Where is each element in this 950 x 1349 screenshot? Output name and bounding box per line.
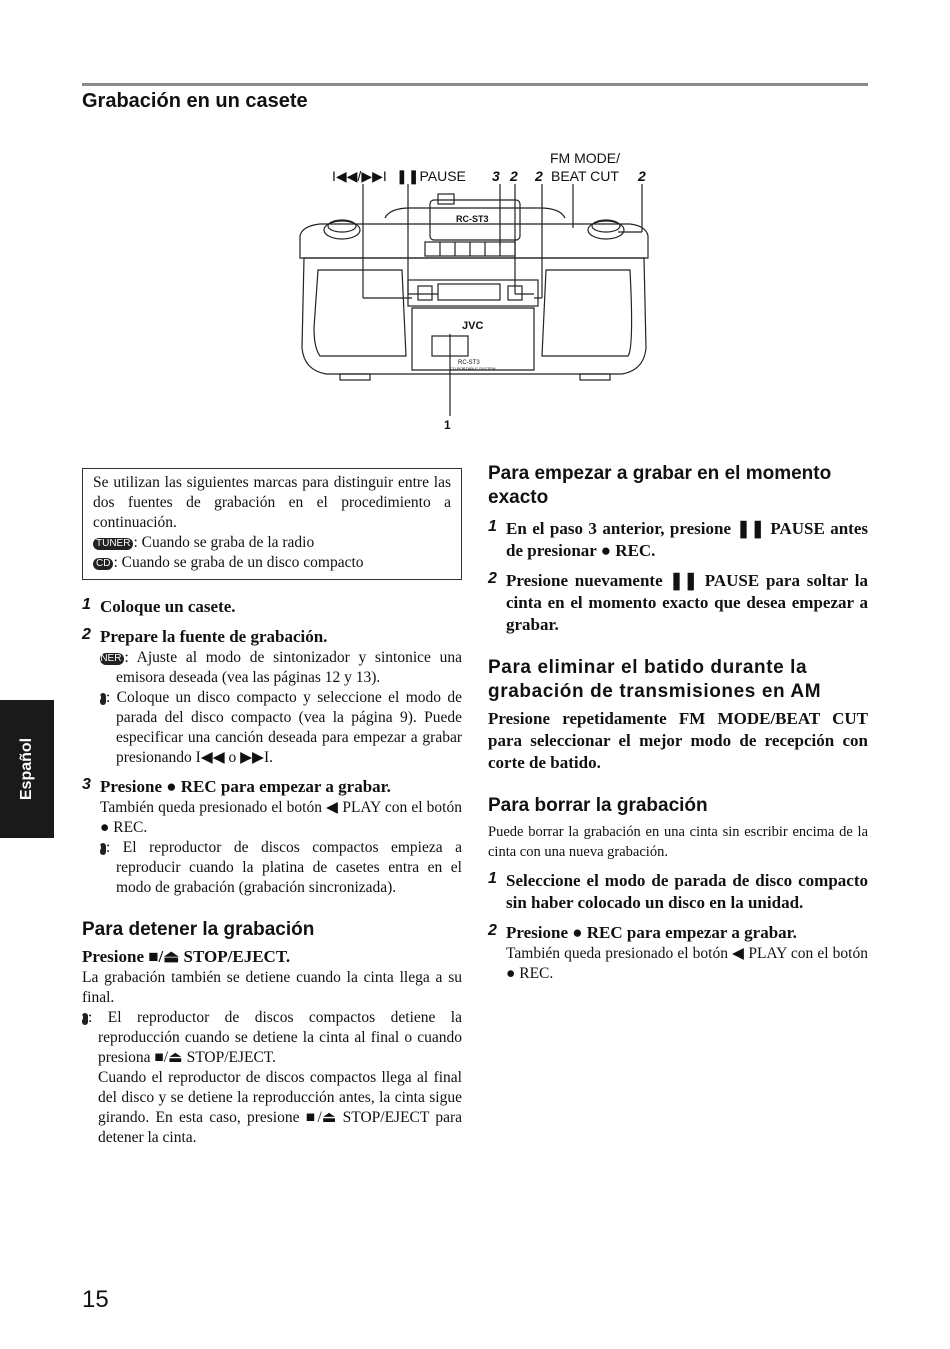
callout-3: 3 [492,168,500,184]
right-column [488,462,868,984]
page-number: 15 [82,1286,109,1313]
step-heading: Prepare la fuente de grabación. [100,627,328,646]
boombox-illustration [290,148,660,438]
stop-cd-text: : El reproductor de discos compactos detiene la reproducción cuando se detiene la cinta al final o cuando presiona ■/⏏ STOP/EJECT. [88,1009,462,1066]
beat-section-title: Para eliminar el batido durante la grabación de transmisiones en AM [488,657,822,702]
legend-cd-text: : Cuando se graba de un disco compacto [113,554,364,571]
step-number: 2 [488,570,497,587]
system-text: CD PORTABLE SYSTEM [450,366,496,371]
step-heading: Presione ● REC para empezar a grabar. [100,777,391,796]
tuner-badge: TUNER [100,653,124,665]
callout-1: 1 [444,418,451,432]
language-side-tab [0,700,54,838]
legend-intro: Se utilizan las siguientes marcas para distinguir entre las dos fuentes de grabación en el procedimiento a continuación. [93,474,451,531]
erase-step-2-body: También queda presionado el botón ◀ PLAY con el botón ● REC. [506,945,868,982]
cd-badge: CD [100,693,106,705]
boombox-diagram [290,148,660,438]
model-face: RC-ST3 [456,214,489,224]
model-small: RC-ST3 [458,360,480,366]
step-text: Presione ● REC para empezar a grabar. [506,923,797,942]
erase-step-2 [488,922,868,984]
cd-badge: CD [93,558,113,570]
step-number: 1 [82,596,91,613]
callout-2a: 2 [510,168,518,184]
stop-body: La grabación también se detiene cuando la cinta llega a su final. [82,969,462,1006]
step-text: En el paso 3 anterior, presione ❚❚ PAUSE antes de presionar ● REC. [506,519,868,560]
step-3-cd-text: : El reproductor de discos compactos empieza a reproducir cuando la platina de casetes entra en el modo de grabación (grabación sincronizada). [106,839,462,896]
step-2 [82,626,462,768]
legend-tuner [93,533,451,553]
stop-section-title: Para detener la grabación [82,919,315,940]
top-rule [82,83,868,86]
language-label: Español [18,737,35,801]
step-3-body: También queda presionado el botón ◀ PLAY con el botón ● REC. [100,799,462,836]
step-number: 1 [488,518,497,535]
step-2-tuner-note [87,648,462,688]
step-heading: Coloque un casete. [100,597,236,616]
legend-box [82,468,462,580]
cd-badge: CD [100,843,106,855]
legend-cd [93,553,451,573]
page-title: Grabación en un casete [82,90,308,112]
step-1 [82,596,462,618]
erase-intro: Puede borrar la grabación en una cinta sin escribir encima de la cinta con una nueva grabación. [488,824,868,860]
beat-cut-label: BEAT CUT [551,168,619,184]
stop-instruction: Presione ■/⏏ STOP/EJECT. [82,947,291,966]
erase-section-title: Para borrar la grabación [488,795,708,816]
exact-step-1 [488,518,868,562]
cd-badge: CD [82,1013,88,1025]
step-3-cd-note [87,838,462,898]
step-2-tuner-text: : Ajuste al modo de sintonizador y sintonice una emisora deseada (vea las páginas 12 y 13). [116,649,462,686]
step-2-cd-text: : Coloque un disco compacto y seleccione el modo de parada del disco compacto (vea la página 9). Puede especificar una canción deseada para empezar a grabar presionando I◀◀ o ▶▶I. [106,689,462,766]
step-text: Seleccione el modo de parada de disco compacto sin haber colocado un disco en la unidad. [506,871,868,912]
beat-body: Presione repetidamente FM MODE/BEAT CUT para seleccionar el mejor modo de recepción con corte de batido. [488,709,868,772]
step-number: 2 [488,922,497,939]
step-number: 2 [82,626,91,643]
step-3 [82,776,462,898]
stop-cd-text-2: Cuando el reproductor de discos compactos llega al final del disco y se detiene la reproducción antes, la cinta sigue girando. En esta caso, presione ■/⏏ STOP/EJECT para detener la cinta. [98,1069,462,1146]
exact-step-2 [488,570,868,636]
fm-mode-label: FM MODE/ [550,150,620,166]
step-text: Presione nuevamente ❚❚ PAUSE para soltar la cinta en el momento exacto que desea empezar a grabar. [506,571,868,634]
stop-cd-note [69,1008,462,1068]
skip-label: I◀◀/▶▶I [332,168,387,184]
callout-2c: 2 [638,168,646,184]
step-2-cd-note [87,688,462,768]
brand-logo: JVC [462,320,484,332]
legend-tuner-text: : Cuando se graba de la radio [133,534,315,551]
tuner-badge: TUNER [93,538,133,550]
left-column [69,468,462,1148]
erase-step-1 [488,870,868,914]
callout-2b: 2 [535,168,543,184]
exact-section-title: Para empezar a grabar en el momento exacto [488,463,832,508]
step-number: 3 [82,776,91,793]
pause-label: ❚❚PAUSE [396,168,466,184]
step-number: 1 [488,870,497,887]
